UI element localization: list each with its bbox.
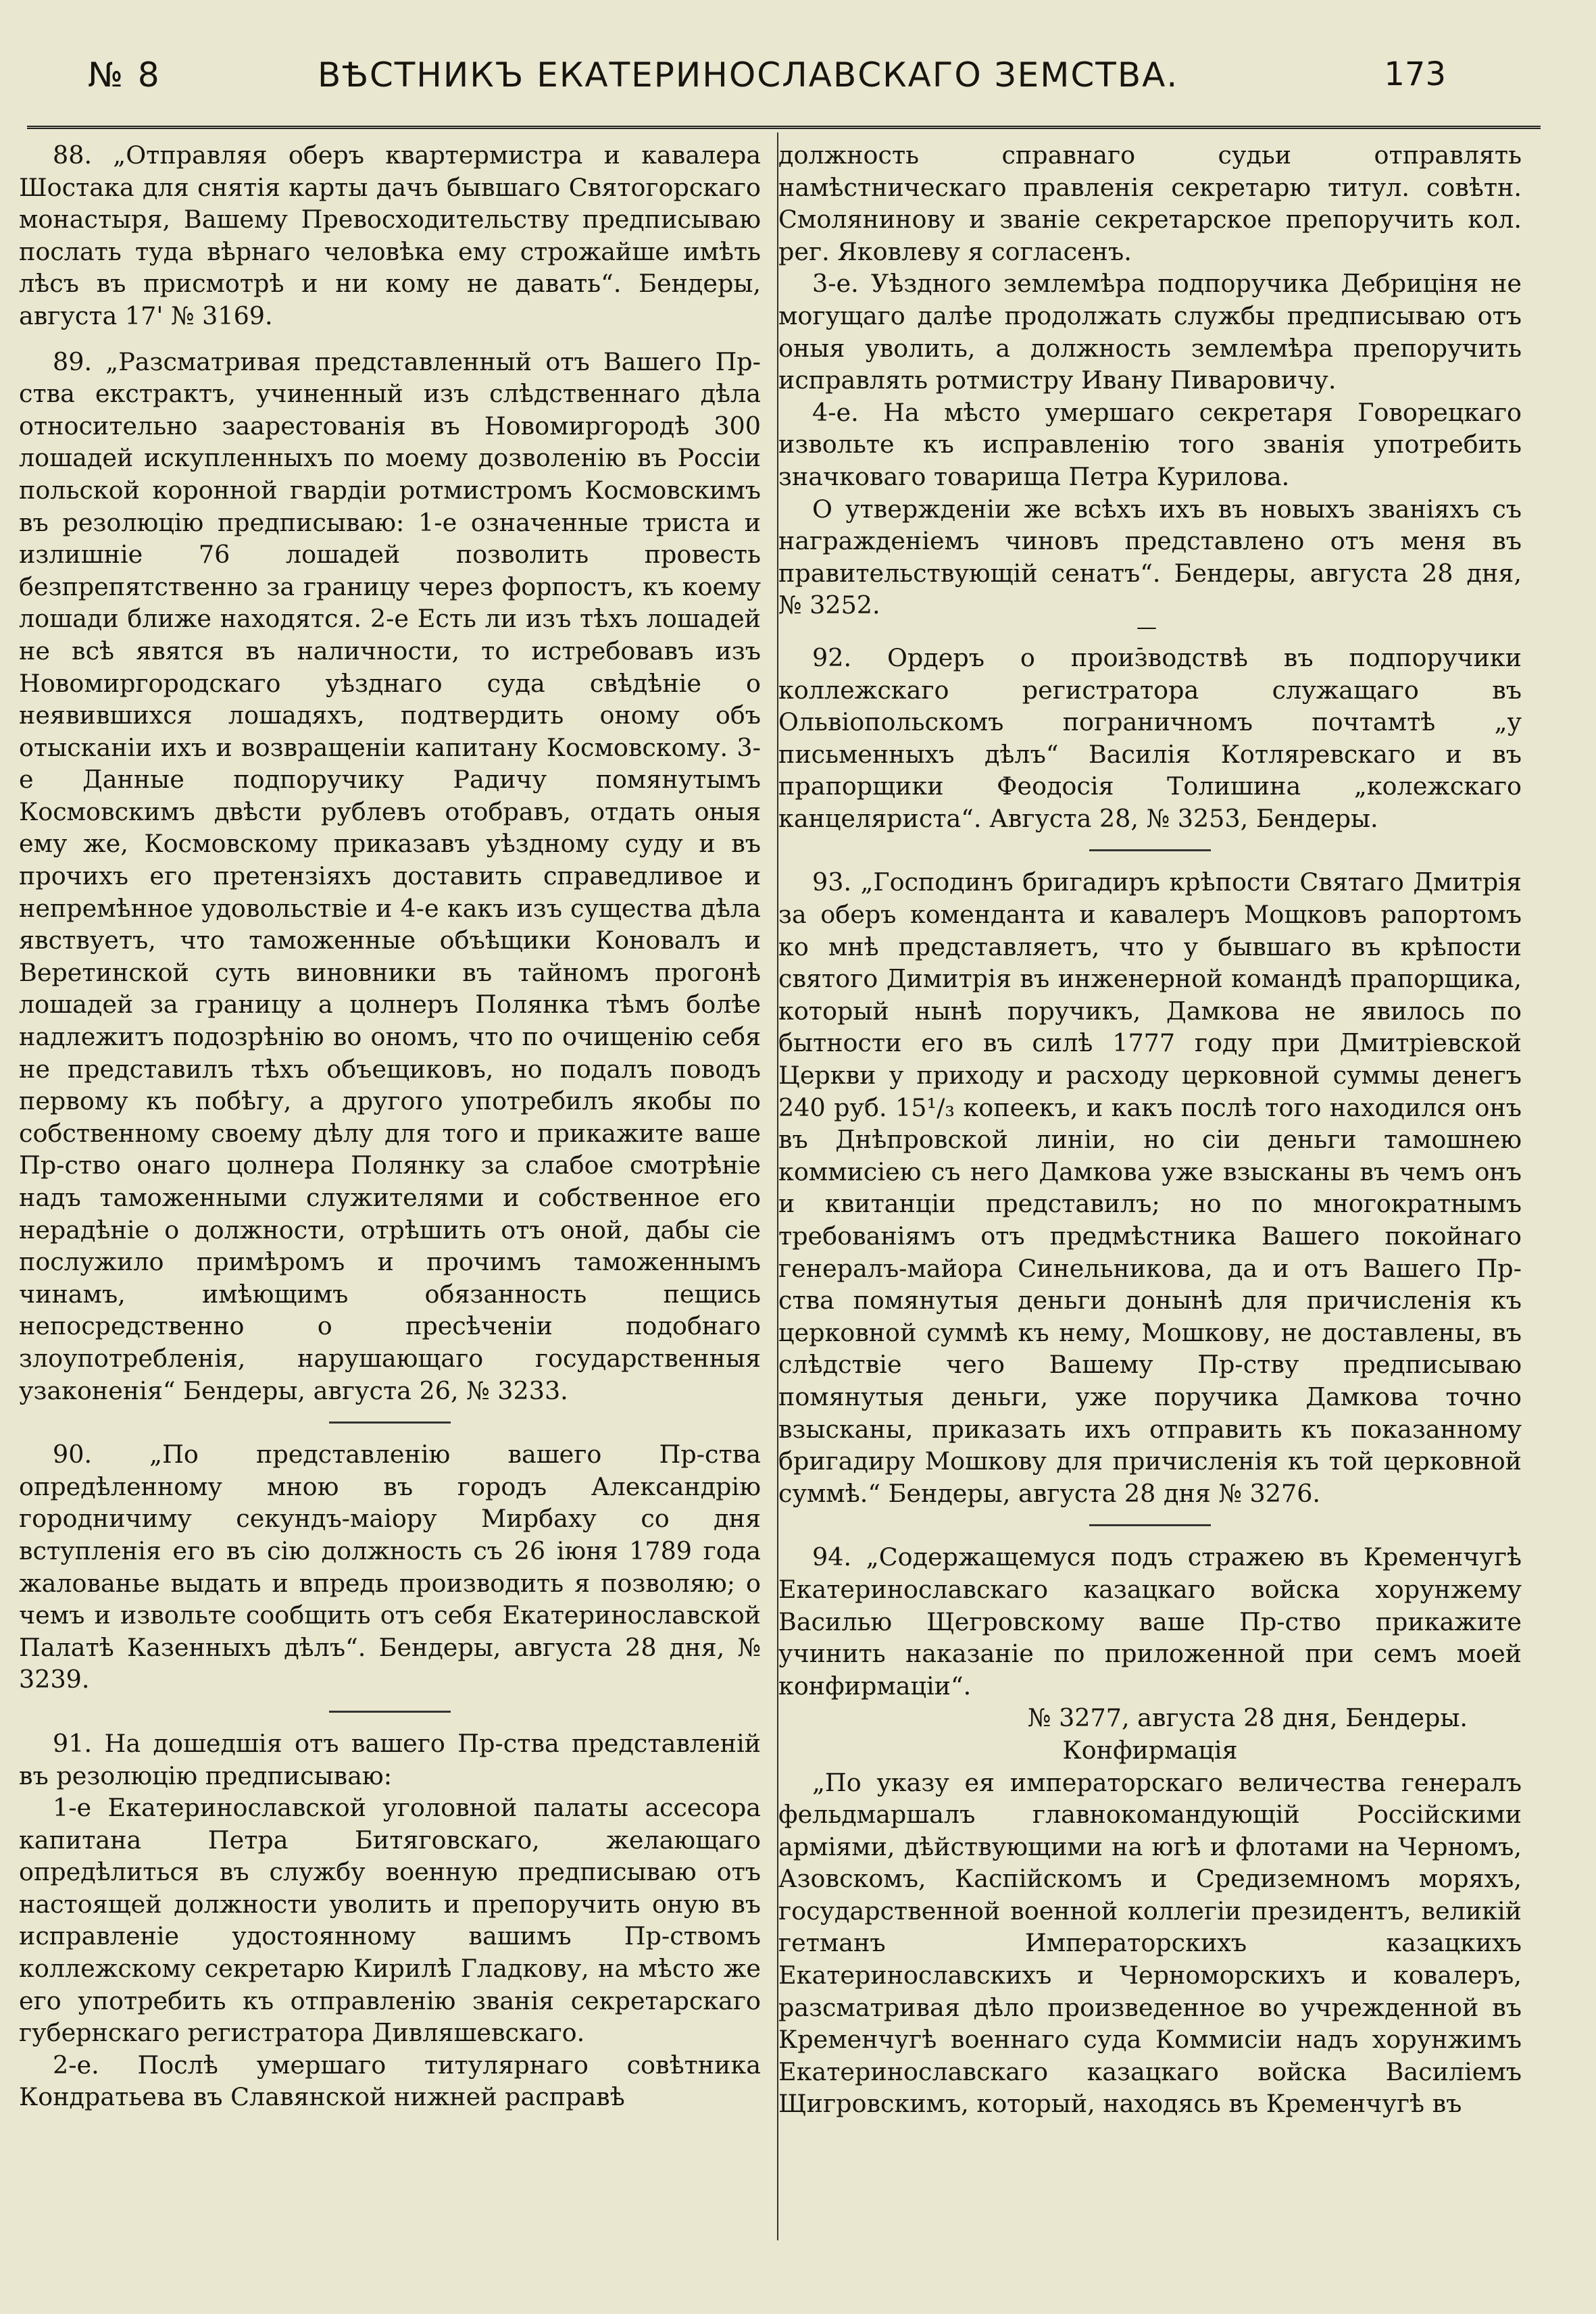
page-header	[41, 55, 1446, 109]
confirmation-heading: Конфирмація	[1062, 1735, 1238, 1765]
article-separator	[329, 1422, 451, 1424]
article-94: 94. „Содержащемуся подъ стражею въ Кременчугѣ Екатеринославскаго казацкаго войска хорунжему Василью Щегровскому ваше Пр-ство прикажите учинить наказаніе по приложенной при семъ моей конфирмаціи“.	[778, 1542, 1522, 1701]
article-89: 89. „Разсматривая представленный отъ Вашего Пр-ства екстрактъ, учиненный изъ слѣдственнаго дѣла относительно заарестованія въ Новомиргородѣ 300 лошадей искупленныхъ по моему дозволенію въ Россіи польской коронной гвардіи ротмистромъ Космовскимъ въ резолюцію предписываю: 1-е означенные триста и излишніе 76 лошадей позволить провесть безпрепятственно за границу через форпостъ, къ коему лошади ближе находятся. 2-е Есть ли изъ тѣхъ лошадей не всѣ явятся въ наличности, то истребовавъ изъ Новомиргородскаго уѣзднаго суда свѣдѣніе о неявившихся лошадяхъ, подтвердить оному объ отысканіи ихъ и возвращеніи капитану Космовскому. 3-е Данные подпоручику Радичу помянутымъ Космовскимъ двѣсти рублевъ отобравъ, отдать оныя ему же, Космовскому приказавъ уѣздному суду и въ прочихъ его претензіяхъ доставить справедливое и непремѣнное удовольствіе и 4-е какъ изъ существа дѣла явствуетъ, что таможенные объѣщики Коновалъ и Веретинской суть виновники въ тайномъ прогонѣ лошадей за границу а цолнеръ Полянка тѣмъ болѣе надлежитъ подозрѣнію во ономъ, что по очищенію себя не представилъ тѣхъ объещиковъ, но подалъ поводъ первому къ побѣгу, а другого употребилъ якобы по собственному своему дѣлу для того и прикажите ваше Пр-ство онаго цолнера Полянку за слабое смотрѣніе надъ таможенными служителями и собственное его нерадѣніе о должности, отрѣшить отъ оной, дабы сіе послужило примѣромъ и прочимъ таможеннымъ чинамъ, имѣющимъ обязанность пещись непосредственно о пресѣченіи подобнаго злоупотребленія, нарушающаго государственныя узаконенія“ Бендеры, августа 26, № 3233.	[19, 347, 761, 1405]
article-91-closing: О утвержденіи же всѣхъ ихъ въ новыхъ званіяхъ съ награжденіемъ чиновъ представлено отъ меня въ правительствующій сенатъ“. Бендеры, августа 28 дня, № 3252.	[778, 494, 1522, 620]
header-rule	[27, 126, 1541, 129]
confirmation-text: „По указу ея императорскаго величества генералъ фельдмаршалъ главнокомандующій Россійскими арміями, дѣйствующими на югѣ и флотами на Черномъ, Азовскомъ, Каспійскомъ и Средиземномъ моряхъ, государственной военной коллегіи президентъ, великій гетманъ Императорскихъ казацкихъ Екатеринославскихъ и Черноморскихъ и ковалеръ, разсматривая дѣло произведенное во учрежденной въ Кременчугѣ военнаго суда Коммисіи надъ хорунжимъ Екатеринославскаго казацкаго войска Василіемъ Щигровскимъ, который, находясь въ Кременчугѣ въ	[778, 1767, 1522, 2119]
article-separator	[1089, 1524, 1211, 1526]
article-91-intro: 91. На дошедшія отъ вашего Пр-ства представленій въ резолюцію предписываю:	[19, 1728, 761, 1790]
issue-number: № 8	[88, 55, 161, 95]
article-92: 92. Ордеръ о производствѣ въ подпоручики коллежскаго регистратора служащаго въ Ольвіопольскомъ пограничномъ почтамтѣ „у письменныхъ дѣлъ“ Василія Котляревскаго и въ прапорщики Феодосія Толишина „колежскаго канцеляриста“. Августа 28, № 3253, Бендеры.	[778, 643, 1522, 833]
article-91-item-2: 2-е. Послѣ умершаго титулярнаго совѣтника Кондратьева въ Славянской нижней расправѣ	[19, 2050, 761, 2112]
article-91-item-1: 1-е Екатеринославской уголовной палаты ассесора капитана Петра Битяговскаго, желающаго опредѣлиться въ службу военную предписываю отъ настоящей должности уволить и препоручить оную въ исправленіе удостоянному вашимъ Пр-ствомъ коллежскому секретарю Кирилѣ Гладкову, на мѣсто же его употребить къ отправленію званія секретарскаго губернскаго регистратора Дивляшевскаго.	[19, 1793, 761, 2048]
right-column	[778, 139, 1522, 2254]
article-90: 90. „По представленію вашего Пр-ства опредѣленному мною въ городъ Александрію городничиму секундъ-маіору Мирбаху со дня вступленія его въ сію должность съ 26 іюня 1789 года жалованье выдать и впредь производить я позволяю; о чемъ и извольте сообщить отъ себя Екатеринославской Палатѣ Казенныхъ дѣлъ“. Бендеры, августа 28 дня, № 3239.	[19, 1440, 761, 1694]
page-number: 173	[1384, 55, 1446, 93]
article-91-continued: должность справнаго судьи отправлять намѣстническаго правленія секретарю титул. совѣтн. Смолянинову и званіе секретарское препоручить кол. рег. Яковлеву я согласенъ.	[778, 141, 1522, 266]
article-91-item-4: 4-е. На мѣсто умершаго секретаря Говорецкаго извольте къ исправленію того званія употребить значковаго товарища Петра Курилова.	[778, 397, 1522, 491]
article-93: 93. „Господинъ бригадиръ крѣпости Святаго Дмитрія за оберъ коменданта и кавалеръ Мощковъ рапортомъ ко мнѣ представляетъ, что у бывшаго въ крѣпости святого Димитрія въ инженерной командѣ прапорщика, который нынѣ поручикъ, Дамкова не явилось по бытности его въ силѣ 1777 году при Дмитріевской Церкви у приходу и расходу церковной суммы денегъ 240 руб. 15¹/₃ копеекъ, и какъ послѣ того находился онъ въ Днѣпровской линіи, но сіи деньги тамошнею коммисіею съ него Дамкова уже взысканы въ чемъ онъ и квитанціи представилъ; но по многократнымъ требованіямъ отъ предмѣстника Вашего покойнаго генералъ-майора Синельникова, да и отъ Вашего Пр-ства помянутыя деньги донынѣ для причисленія къ церковной суммѣ къ нему, Мошкову, не доставлены, въ слѣдствіе чего Вашему Пр-ству предписываю помянутыя деньги, уже поручика Дамкова точно взысканы, приказать ихъ отправить къ показанному бригадиру Мошкову для причисленія къ той церковной суммѣ.“ Бендеры, августа 28 дня № 3276.	[778, 867, 1522, 1508]
article-91-item-3: 3-е. Уѣздного землемѣра подпоручика Дебриціня не могущаго далѣе продолжать службы предписываю отъ оныя уволить, а должность землемѣра препоручить исправлять ротмистру Ивану Пиваровичу.	[778, 269, 1522, 395]
article-94-signature: № 3277, августа 28 дня, Бендеры.	[1027, 1703, 1468, 1733]
article-separator	[1089, 849, 1211, 851]
article-88: 88. „Отправляя оберъ квартермистра и кавалера Шостака для снятія карты дачъ бывшаго Святогорскаго монастыря, Вашему Превосходительству предписываю послать туда вѣрнаго человѣка ему строжайше имѣть лѣсъ въ присмотрѣ и ни кому не давать“. Бендеры, августа 17' № 3169.	[19, 141, 761, 330]
journal-title: ВѢСТНИКЪ ЕКАТЕРИНОСЛАВСКАГО ЗЕМСТВА.	[318, 55, 1179, 95]
article-separator	[329, 1711, 451, 1713]
short-separator	[1137, 627, 1164, 636]
left-column	[19, 139, 761, 2254]
